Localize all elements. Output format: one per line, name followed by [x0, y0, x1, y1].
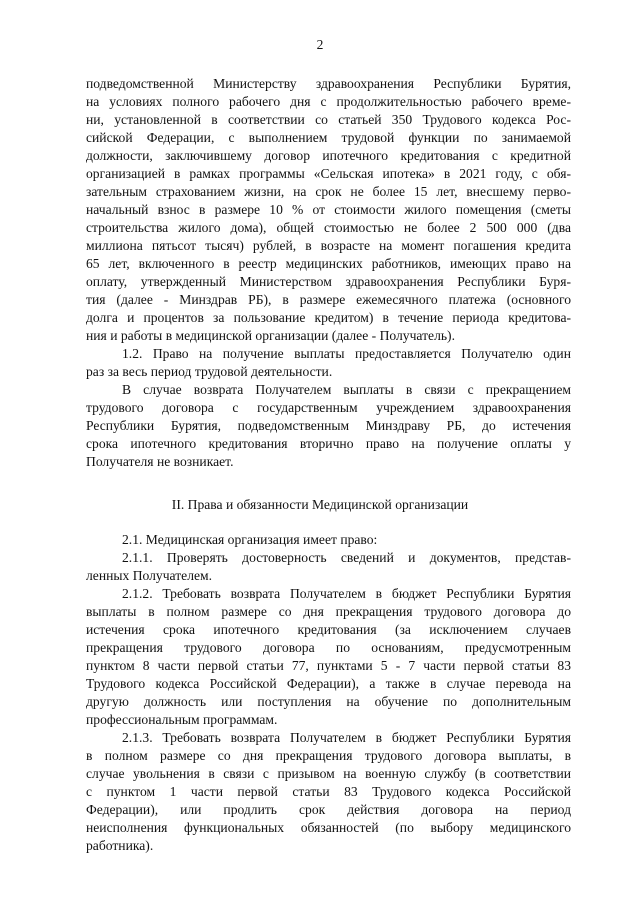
- text-line: тия (далее - Минздрав РБ), в размере ежемесячного платежа (основного: [86, 292, 571, 307]
- text-line: миллиона пятьсот тысяч) рублей, в возрасте на момент погашения кредита: [86, 238, 571, 253]
- text-line: в полном размере со дня прекращения трудового договора выплаты, в: [86, 748, 571, 763]
- section-heading: II. Права и обязанности Медицинской организации: [171, 497, 469, 512]
- text-line: 1.2. Право на получение выплаты предоставляется Получателю один: [122, 346, 571, 361]
- text-line: ния и работы в медицинской организации (далее - Получатель).: [86, 328, 455, 343]
- text-line: истечения срока ипотечного кредитования (за исключением случаев: [86, 622, 571, 637]
- text-line: работника).: [86, 838, 154, 853]
- text-line: 2.1.3. Требовать возврата Получателем в бюджет Республики Бурятия: [122, 730, 571, 745]
- text-line: пунктом 8 части первой статьи 77, пунктами 5 - 7 части первой статьи 83: [86, 658, 571, 673]
- text-line: Федерации), или продлить срок действия договора на период: [86, 802, 571, 817]
- text-line: срока ипотечного кредитования вторично право на получение оплаты у: [86, 436, 571, 451]
- text-line: случае увольнения в связи с призывом на военную службу (в соответствии: [86, 766, 571, 781]
- text-line: начальный взнос в размере 10 % от стоимости жилого помещения (сметы: [86, 202, 571, 217]
- text-line: подведомственной Министерству здравоохранения Республики Бурятия,: [86, 76, 571, 91]
- page-number: 2: [316, 37, 324, 52]
- text-line: должности, заключившему договор ипотечного кредитования с кредитной: [86, 148, 571, 163]
- text-line: зательным страхованием жизни, на срок не более 15 лет, внесшему перво-: [86, 184, 571, 199]
- text-line: на условиях полного рабочего дня с продолжительностью рабочего време-: [86, 94, 571, 109]
- text-line: Получателя не возникает.: [86, 454, 234, 469]
- text-line: другую должность или поступления на обучение по дополнительным: [86, 694, 571, 709]
- text-line: раз за весь период трудовой деятельности.: [86, 364, 333, 379]
- text-line: организацией в рамках программы «Сельская ипотека» в 2021 году, с обя-: [86, 166, 571, 181]
- text-line: В случае возврата Получателем выплаты в связи с прекращением: [122, 382, 571, 397]
- text-line: строительства жилого дома), общей стоимостью не более 2 500 000 (два: [86, 220, 571, 235]
- text-line: ленных Получателем.: [86, 568, 213, 583]
- text-line: прекращения трудового договора по основаниям, предусмотренным: [86, 640, 571, 655]
- text-line: 2.1.1. Проверять достоверность сведений и документов, представ-: [122, 550, 571, 565]
- text-line: 2.1. Медицинская организация имеет право:: [122, 532, 378, 547]
- text-line: сийской Федерации, с выполнением трудовой функции по занимаемой: [86, 130, 571, 145]
- text-line: ни, установленной в соответствии со статьей 350 Трудового кодекса Рос-: [86, 112, 571, 127]
- text-line: 2.1.2. Требовать возврата Получателем в бюджет Республики Бурятия: [122, 586, 571, 601]
- text-line: Трудового кодекса Российской Федерации), а также в случае перевода на: [86, 676, 571, 691]
- text-line: выплаты в полном размере со дня прекращения трудового договора до: [86, 604, 571, 619]
- text-line: трудового договора с государственным учреждением здравоохранения: [86, 400, 571, 415]
- text-line: оплату, утвержденный Министерством здравоохранения Республики Буря-: [86, 274, 571, 289]
- text-line: с пунктом 1 части первой статьи 83 Трудового кодекса Российской: [86, 784, 571, 799]
- text-line: профессиональным программам.: [86, 712, 278, 727]
- text-line: долга и процентов за пользование кредитом) в течение периода кредитова-: [86, 310, 571, 325]
- text-line: 65 лет, включенного в реестр медицинских работников, имеющих право на: [86, 256, 571, 271]
- text-line: неисполнения функциональных обязанностей (по выбору медицинского: [86, 820, 571, 835]
- text-line: Республики Бурятия, подведомственным Минздраву РБ, до истечения: [86, 418, 571, 433]
